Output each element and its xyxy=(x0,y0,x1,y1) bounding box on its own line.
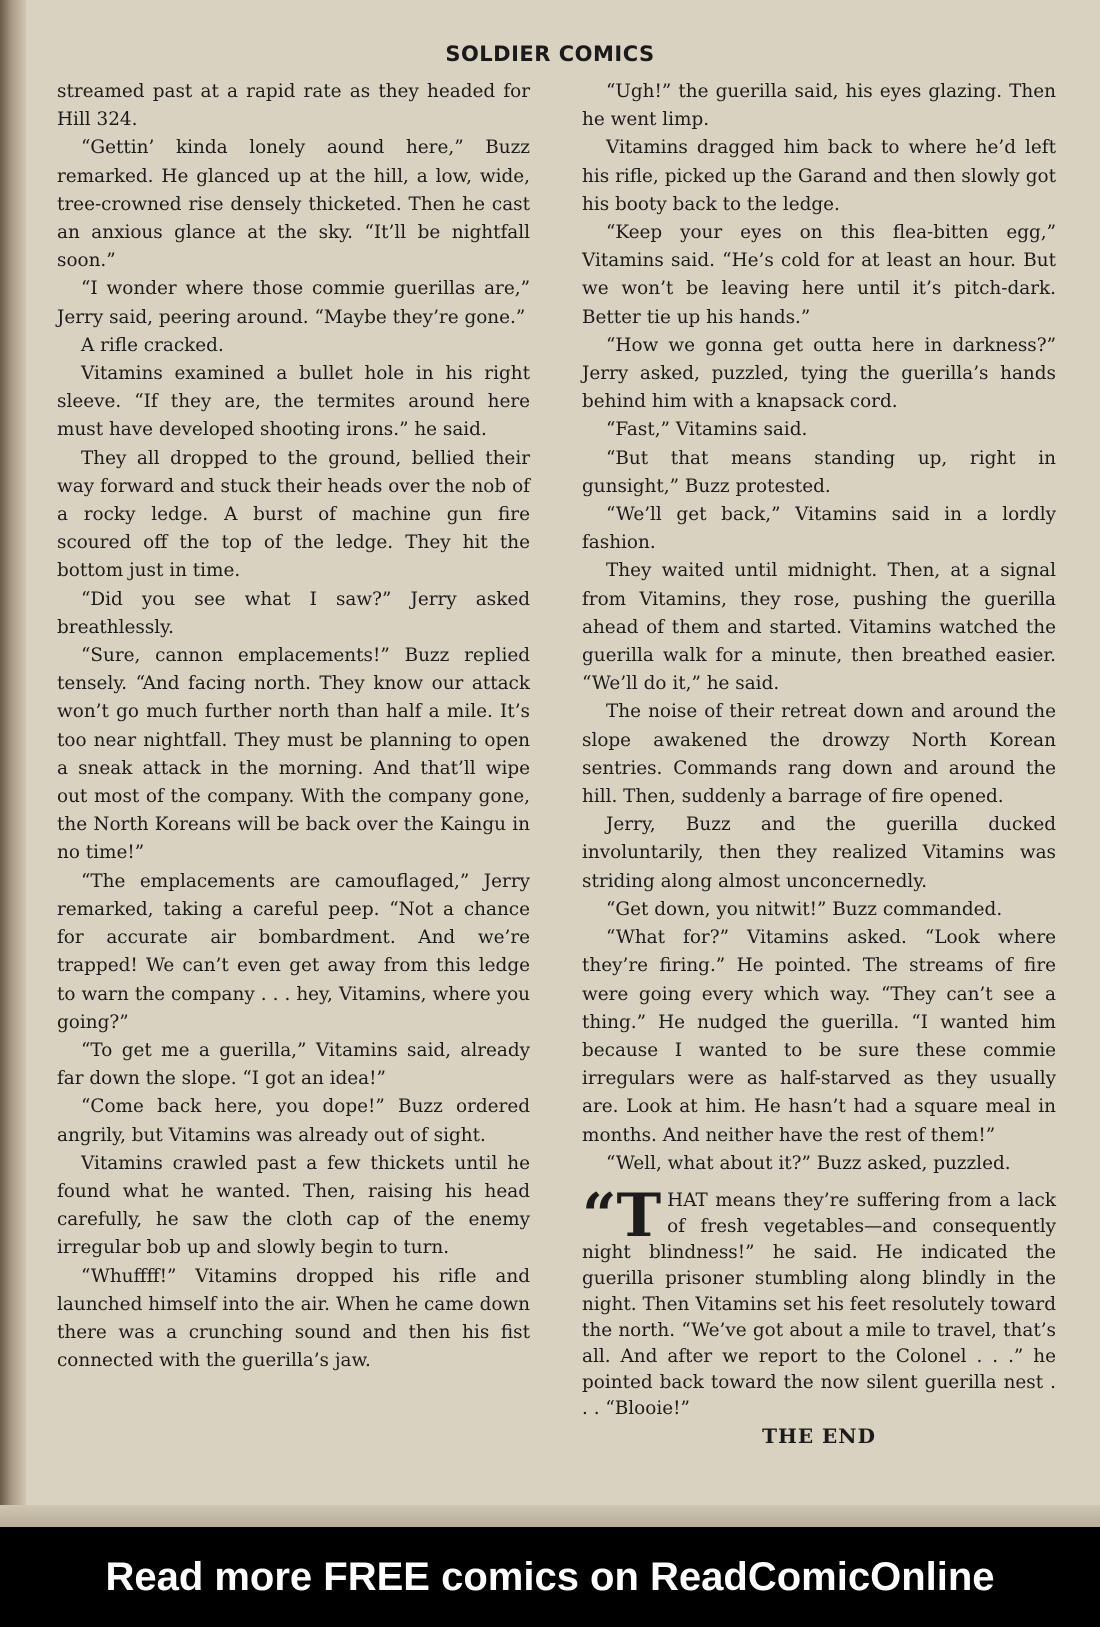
paragraph: Jerry, Buzz and the guerilla ducked involuntarily, then they realized Vitamins was striding along almost unconcernedly. xyxy=(582,814,1056,892)
paragraph: They waited until midnight. Then, at a signal from Vitamins, they rose, pushing the guerilla ahead of them and started. Vitamins watched the guerilla walk for a minute, then breathed easier. “We’ll do it,” he said. xyxy=(582,560,1056,695)
paragraph: “The emplacements are camouflaged,” Jerry remarked, taking a careful peep. “Not a chance for accurate air bombardment. And we’re trapped! We can’t even get away from this ledge to warn the company . . . hey, Vitamins, where you going?” xyxy=(57,870,530,1033)
paragraph: streamed past at a rapid rate as they headed for Hill 324. xyxy=(57,81,530,131)
paragraph: Vitamins examined a bullet hole in his right sleeve. “If they are, the termites around here must have developed shooting irons.” he said. xyxy=(57,363,530,441)
paragraph: “Keep your eyes on this flea-bitten egg,” Vitamins said. “He’s cold for at least an hour. But we won’t be leaving here until it’s pitch-dark. Better tie up his hands.” xyxy=(582,222,1056,328)
paragraph: A rifle cracked. xyxy=(81,334,224,356)
text-column-left xyxy=(57,78,530,1375)
paragraph: Vitamins crawled past a few thickets until he found what he wanted. Then, raising his head carefully, he saw the cloth cap of the enemy irregular bob up and slowly begin to turn. xyxy=(57,1152,530,1259)
page-header: SOLDIER COMICS xyxy=(445,42,655,66)
paragraph: “Whuffff!” Vitamins dropped his rifle and launched himself into the air. When he came down there was a crunching sound and then his fist connected with the guerilla’s jaw. xyxy=(57,1265,530,1372)
paragraph: “Get down, you nitwit!” Buzz commanded. xyxy=(606,898,1003,920)
paragraph: “What for?” Vitamins asked. “Look where they’re firing.” He pointed. The streams of fire were going every which way. “They can’t see a thing.” He nudged the guerilla. “I wanted him because I wanted to be sure these commie irregulars were as half-starved as they usually are. Look at him. He hasn’t had a square meal in months. And neither have the rest of them!” xyxy=(582,927,1056,1146)
paragraph: They all dropped to the ground, bellied their way forward and stuck their heads over the nob of a rocky ledge. A burst of machine gun fire scoured off the top of the ledge. They hit the bottom just in time. xyxy=(57,447,530,582)
paragraph: “We’ll get back,” Vitamins said in a lordly fashion. xyxy=(582,504,1056,554)
paragraph: “Fast,” Vitamins said. xyxy=(606,419,808,441)
paragraph: “Did you see what I saw?” Jerry asked breathlessly. xyxy=(57,588,530,638)
paragraph: “Ugh!” the guerilla said, his eyes glazing. Then he went limp. xyxy=(582,81,1056,131)
paragraph: “Well, what about it?” Buzz asked, puzzled. xyxy=(606,1152,1011,1174)
closing-paragraph xyxy=(582,1180,1056,1422)
promo-banner: Read more FREE comics on ReadComicOnline xyxy=(0,1527,1100,1627)
paragraph: “Sure, cannon emplacements!” Buzz replied tensely. “And facing north. They know our attack won’t go much further north than half a mile. It’s too near nightfall. They must be planning to open a sneak attack in the morning. And that’ll wipe out most of the company. With the company gone, the North Koreans will be back over the Kaingu in no time!” xyxy=(57,645,530,864)
drop-cap: “T xyxy=(582,1180,662,1251)
the-end-label: THE END xyxy=(762,1423,876,1448)
page-bottom-edge xyxy=(0,1505,1100,1527)
paragraph: “Gettin’ kinda lonely aound here,” Buzz remarked. He glanced up at the hill, a low, wide, tree-crowned rise densely thicketed. Then he cast an anxious glance at the sky. “It’ll be nightfall soon.” xyxy=(57,137,530,272)
page-spine-shadow xyxy=(0,0,26,1527)
paragraph: The noise of their retreat down and around the slope awakened the drowzy North Korean sentries. Commands rang down and around the hill. Then, suddenly a barrage of fire opened. xyxy=(582,701,1056,808)
paragraph: “Come back here, you dope!” Buzz ordered angrily, but Vitamins was already out of sight. xyxy=(57,1096,530,1146)
paragraph: “How we gonna get outta here in darkness?” Jerry asked, puzzled, tying the guerilla’s hands behind him with a knapsack cord. xyxy=(582,334,1056,413)
paragraph: “To get me a guerilla,” Vitamins said, already far down the slope. “I got an idea!” xyxy=(57,1039,530,1090)
paragraph: “But that means standing up, right in gunsight,” Buzz protested. xyxy=(582,447,1056,497)
paragraph: “I wonder where those commie guerillas are,” Jerry said, peering around. “Maybe they’re gone.” xyxy=(57,278,530,328)
closing-text: HAT means they’re suffering from a lack of fresh vegetables—and consequently night blindness!” he said. He indicated the guerilla prisoner stumbling along blindly in the night. Then Vitamins set his feet resolutely toward the north. “We’ve got about a mile to travel, that’s all. And after we report to the Colonel . . .” he pointed back toward the now silent guerilla nest . . . “Blooie!” xyxy=(582,1189,1056,1419)
text-column-right xyxy=(582,78,1056,1450)
paragraph: Vitamins dragged him back to where he’d left his rifle, picked up the Garand and then slowly got his booty back to the ledge. xyxy=(582,137,1056,215)
